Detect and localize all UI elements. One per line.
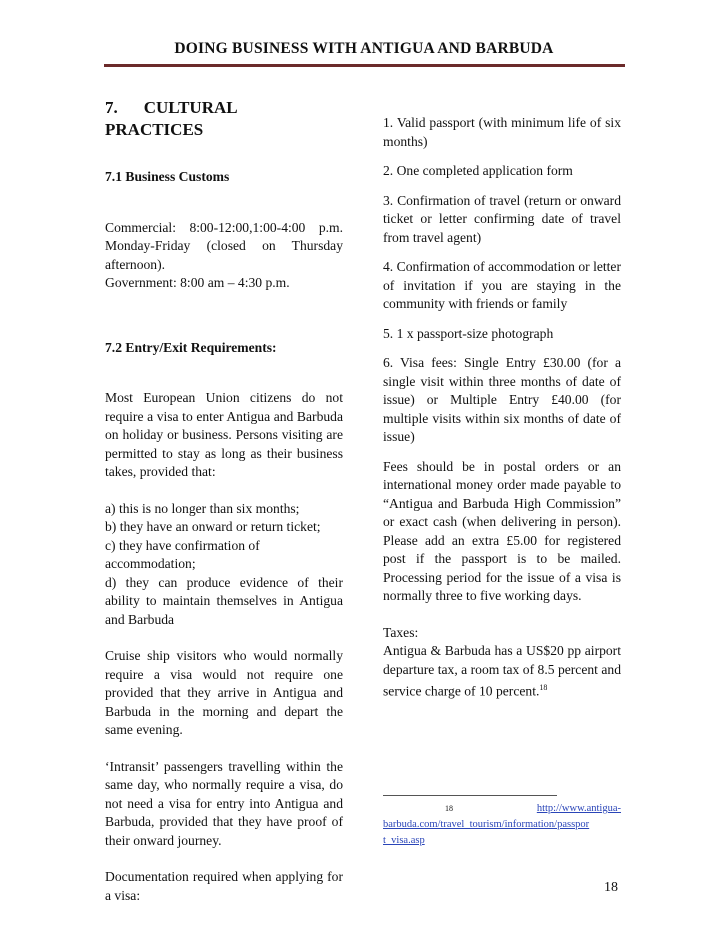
section-title-line2: PRACTICES bbox=[105, 120, 204, 139]
section-heading bbox=[105, 97, 343, 141]
paragraph-visa-exemption: Most European Union citizens do not require a visa to enter Antigua and Barbuda on holiday or business. Persons visiting are permitted to stay as long as their business takes, provided that: bbox=[105, 390, 343, 479]
taxes-text: Antigua & Barbuda has a US$20 pp airport departure tax, a room tax of 8.5 percent and service charge of 10 percent.$^{18}$ bbox=[383, 643, 621, 699]
requirement-application-form: 2. One completed application form bbox=[383, 163, 573, 178]
condition-d: d) they can produce evidence of their ability to maintain themselves in Antigua and Barbuda bbox=[105, 574, 343, 627]
business-hours-government: Government: 8:00 am – 4:30 p.m. bbox=[105, 275, 290, 290]
section-title-line1: CULTURAL bbox=[143, 98, 238, 117]
footnote-link-line3[interactable]: t_visa.asp bbox=[383, 835, 425, 846]
left-column bbox=[105, 97, 343, 905]
footnote-number: 18 bbox=[445, 804, 453, 813]
condition-a: a) this is no longer than six months; bbox=[105, 500, 300, 516]
requirement-passport: 1. Valid passport (with minimum life of six months) bbox=[383, 115, 621, 149]
footnote-rule bbox=[383, 795, 557, 796]
footnote bbox=[383, 801, 621, 849]
footnote-link-line2[interactable]: barbuda.com/travel_tourism/information/passpor bbox=[383, 819, 590, 830]
requirement-accommodation: 4. Confirmation of accommodation or letter of invitation if you are staying in the community with friends or family bbox=[383, 259, 621, 311]
running-header: DOING BUSINESS WITH ANTIGUA AND BARBUDA bbox=[174, 40, 554, 57]
section-number: 7. bbox=[105, 98, 118, 117]
business-hours-commercial: Commercial: 8:00-12:00,1:00-4:00 p.m. Monday-Friday (closed on Thursday afternoon). bbox=[105, 219, 343, 272]
requirement-visa-fees: 6. Visa fees: Single Entry £30.00 (for a single visit within three months of date of issue) or Multiple Entry £40.00 (for multiple visits within six months of date of issue) bbox=[383, 355, 621, 444]
page-number: 18 bbox=[604, 880, 618, 895]
footnote-reference: 18 bbox=[539, 683, 548, 692]
footnote-link-line1[interactable]: http://www.antigua- bbox=[536, 803, 621, 814]
paragraph-documentation: Documentation required when applying for a visa: bbox=[105, 869, 343, 903]
right-column bbox=[383, 114, 621, 701]
header-rule bbox=[104, 64, 625, 67]
paragraph-intransit: ‘Intransit’ passengers travelling within the same day, who normally require a visa, do not need a visa for entry into Antigua and Barbuda, provided that they have proof of their onward journey. bbox=[105, 758, 343, 848]
taxes-label: Taxes: bbox=[383, 624, 419, 640]
requirement-photograph: 5. 1 x passport-size photograph bbox=[383, 325, 554, 341]
paragraph-fee-payment: Fees should be in postal orders or an international money order made payable to “Antigua and Barbuda High Commission” or exact cash (when delivering in person). Please add an extra £5.00 for registered post if the passport is to be mailed. Processing period for the issue of a visa is normally three to five working days. bbox=[383, 458, 621, 603]
subheading-entry-exit: 7.2 Entry/Exit Requirements: bbox=[105, 339, 277, 355]
requirement-travel-confirmation: 3. Confirmation of travel (return or onward ticket or letter confirming date of travel from travel agent) bbox=[383, 192, 621, 245]
condition-c: c) they have confirmation of accommodation; bbox=[105, 537, 260, 571]
paragraph-cruise-visitors: Cruise ship visitors who would normally require a visa would not require one provided that they arrive in Antigua and Barbuda in the morning and depart the same evening. bbox=[105, 648, 343, 737]
condition-b: b) they have an onward or return ticket; bbox=[105, 519, 321, 534]
subheading-business-customs: 7.1 Business Customs bbox=[105, 169, 230, 184]
